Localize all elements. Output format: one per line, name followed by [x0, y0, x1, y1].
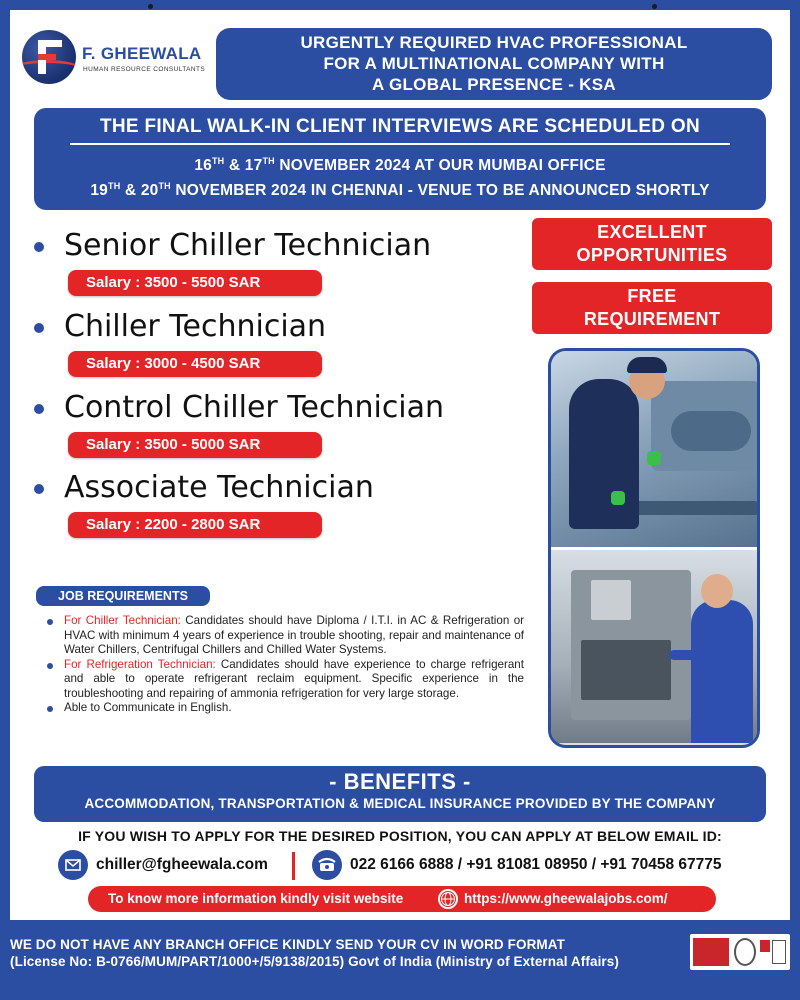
bullet-icon	[34, 484, 44, 494]
walkin-banner	[34, 108, 766, 210]
flag-icon	[760, 940, 770, 952]
walkin-divider	[70, 143, 730, 145]
website-link[interactable]: https://www.gheewalajobs.com/	[464, 891, 668, 906]
iso-seal-icon	[734, 938, 756, 966]
bullet-icon	[34, 404, 44, 414]
panel-inspection-photo	[551, 547, 757, 743]
headline-banner	[216, 28, 772, 100]
footer-line-2: (License No: B-0766/MUM/PART/1000+/5/9138/2015) Govt of India (Ministry of External Affairs)	[10, 954, 619, 969]
apply-instruction: IF YOU WISH TO APPLY FOR THE DESIRED POSITION, YOU CAN APPLY AT BELOW EMAIL ID:	[78, 828, 722, 844]
website-prefix: To know more information kindly visit website	[108, 891, 404, 906]
salary-badge: Salary : 3500 - 5000 SAR	[68, 432, 322, 458]
certification-badges	[690, 934, 790, 970]
footer-line-1: WE DO NOT HAVE ANY BRANCH OFFICE KINDLY SEND YOUR CV IN WORD FORMAT	[10, 937, 565, 952]
walkin-date-mumbai: 16TH & 17TH NOVEMBER 2024 AT OUR MUMBAI OFFICE	[194, 156, 606, 175]
headline-line-3: A GLOBAL PRESENCE - KSA	[372, 75, 616, 94]
email-address[interactable]: chiller@fgheewala.com	[96, 856, 268, 873]
highlight-free-requirement: FREE REQUIREMENT	[532, 282, 772, 334]
phone-numbers[interactable]: 022 6166 6888 / +91 81081 08950 / +91 70458 67775	[350, 856, 722, 873]
highlight-opportunities: EXCELLENT OPPORTUNITIES	[532, 218, 772, 270]
company-logo	[22, 30, 212, 90]
walkin-date-chennai: 19TH & 20TH NOVEMBER 2024 IN CHENNAI - VENUE TO BE ANNOUNCED SHORTLY	[90, 181, 710, 200]
job-requirements-list	[44, 614, 524, 716]
requirement-item: Able to Communicate in English.	[44, 701, 524, 716]
walkin-title: THE FINAL WALK-IN CLIENT INTERVIEWS ARE SCHEDULED ON	[99, 116, 701, 137]
ukas-icon	[772, 940, 786, 964]
pin-dot-right	[652, 4, 657, 9]
salary-badge: Salary : 3000 - 4500 SAR	[68, 351, 322, 377]
chiller-repair-photo	[551, 351, 757, 547]
footer-notice	[10, 936, 619, 970]
requirement-item: For Refrigeration Technician: Candidates should have experience to charge refrigerant and able to operate refrigerant reclaim equipment. Specific experience in the troubleshooting and repairing of ammonia refrigeration for very large storage.	[44, 658, 524, 702]
headline-line-1: URGENTLY REQUIRED HVAC PROFESSIONAL	[300, 33, 688, 52]
globe-icon	[438, 889, 458, 909]
telephone-icon	[312, 850, 342, 880]
requirement-item: For Chiller Technician: Candidates should have Diploma / I.T.I. in AC & Refrigeration or HVAC with minimum 4 years of experience in trouble shooting, repair and maintenance of Water Chillers, Centrifugal Chillers and Chilled Water Systems.	[44, 614, 524, 658]
job-requirements-heading: JOB REQUIREMENTS	[36, 586, 210, 606]
contact-divider	[292, 852, 295, 880]
headline-line-2: FOR A MULTINATIONAL COMPANY WITH	[323, 54, 665, 73]
company-subtitle: HUMAN RESOURCE CONSULTANTS	[83, 66, 206, 73]
salary-badge: Salary : 3500 - 5500 SAR	[68, 270, 322, 296]
benefits-text: ACCOMMODATION, TRANSPORTATION & MEDICAL INSURANCE PROVIDED BY THE COMPANY	[84, 796, 716, 811]
company-name: F. GHEEWALA	[82, 44, 202, 63]
bullet-icon	[34, 242, 44, 252]
job-title: Associate Technician	[64, 470, 374, 505]
benefits-title: - BENEFITS -	[329, 769, 471, 794]
job-title: Chiller Technician	[64, 309, 327, 344]
benefits-banner	[34, 766, 766, 822]
job-title: Control Chiller Technician	[64, 390, 445, 425]
bullet-icon	[34, 323, 44, 333]
logo-mark-icon	[22, 30, 76, 84]
job-poster	[10, 10, 790, 920]
salary-badge: Salary : 2200 - 2800 SAR	[68, 512, 322, 538]
pin-dot-left	[148, 4, 153, 9]
technician-photos	[548, 348, 760, 748]
website-banner[interactable]	[88, 886, 716, 912]
envelope-icon	[58, 850, 88, 880]
bureau-veritas-icon	[693, 938, 729, 966]
job-title: Senior Chiller Technician	[64, 228, 432, 263]
